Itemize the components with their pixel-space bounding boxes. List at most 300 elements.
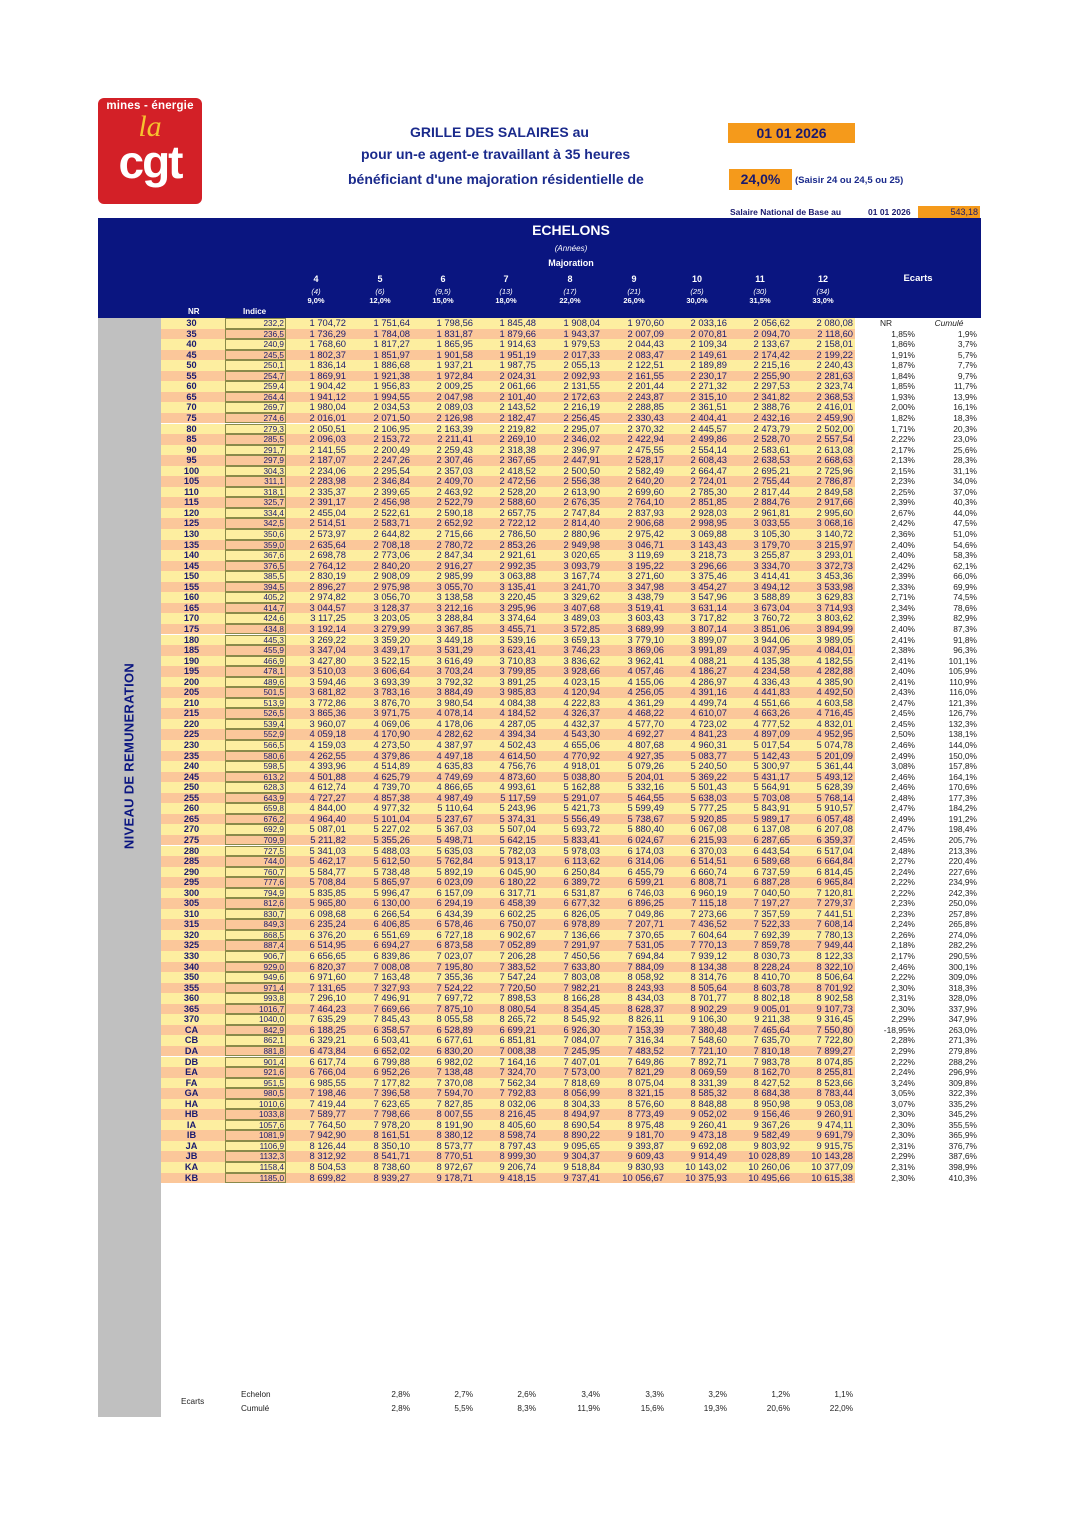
table-row [161,1046,855,1057]
indice-cell[interactable]: 812,6 [225,898,286,909]
salary-cell: 3 519,41 [627,601,664,613]
indice-cell[interactable]: 906,7 [225,951,286,962]
indice-cell[interactable]: 478,1 [225,666,286,677]
salary-cell: 6 617,74 [309,1055,346,1067]
ecarts-heading: Ecarts [903,273,933,284]
salary-cell: 7 875,10 [436,1002,473,1014]
indice-cell[interactable]: 842,9 [225,1025,286,1036]
salary-cell: 8 628,37 [627,1002,664,1014]
salary-cell: 5 493,12 [816,770,853,782]
ecart-nr-cell: 2,48% [891,845,915,856]
ecart-cumule-cell: 66,0% [953,571,977,582]
ecart-cumule-cell: 20,3% [953,423,977,434]
salary-cell: 7 023,07 [436,950,473,961]
ecart-cumule-cell: 257,8% [948,908,977,919]
salary-cell: 4 379,86 [373,749,410,761]
indice-cell[interactable]: 881,8 [225,1046,286,1057]
salary-cell: 3 510,03 [309,665,346,677]
salary-cell: 4 037,95 [753,644,790,656]
echelon-6-years: (9,5) [435,287,451,296]
ecart-nr-cell: 2,40% [891,550,915,561]
salary-cell: 3 717,82 [690,612,727,624]
salary-cell: 2 608,43 [690,454,727,466]
indice-cell[interactable]: 980,5 [225,1088,286,1099]
salary-cell: 4 918,01 [563,760,600,772]
salary-cell: 3 455,71 [499,622,536,634]
salary-cell: 7 562,34 [499,1076,536,1088]
salary-cell: 3 631,14 [690,601,727,613]
salary-cell: 4 603,58 [816,696,853,708]
salary-cell: 8 410,70 [753,971,790,983]
indice-cell[interactable]: 849,3 [225,919,286,930]
indice-cell[interactable]: 279,3 [225,424,286,435]
salary-cell: 1 970,60 [627,317,664,328]
salary-cell: 8 032,06 [499,1097,536,1109]
snb-value[interactable]: 543,18 [918,206,980,218]
salary-cell: 2 106,95 [373,422,410,434]
table-header [98,218,981,318]
ecart-cumule-cell: 37,0% [953,486,977,497]
salary-cell: 8 055,58 [436,1013,473,1025]
indice-cell[interactable]: 566,5 [225,740,286,751]
ecart-cumule-cell: 101,1% [948,655,977,666]
indice-cell[interactable]: 304,3 [225,466,286,477]
salary-cell: 2 475,55 [627,443,664,455]
salary-cell: 3 799,85 [499,665,536,677]
salary-cell: 2 908,09 [373,570,410,582]
salary-cell: 8 826,11 [628,1013,664,1025]
salary-cell: 8 902,29 [690,1002,727,1014]
indice-cell[interactable]: 513,9 [225,698,286,709]
salary-cell: 4 282,62 [436,728,473,740]
salary-cell: 4 256,05 [627,686,664,698]
salary-cell: 1 784,08 [373,327,410,339]
ecart-cumule-cell: 150,0% [948,750,977,761]
salary-cell: 6 045,90 [499,865,536,877]
salary-cell: 7 380,48 [690,1023,727,1035]
salary-cell: 2 830,19 [309,570,346,582]
indice-cell[interactable]: 236,5 [225,329,286,340]
ecart-cumule-cell: 91,8% [953,634,977,645]
nr-cell: 155 [183,581,200,592]
nr-cell: 140 [183,550,200,561]
salary-cell: 8 783,44 [816,1087,853,1099]
salary-cell: 2 715,66 [436,528,473,539]
salary-cell: 8 265,72 [499,1013,536,1025]
ecart-cumule-cell: 5,7% [957,349,977,360]
salary-cell: 6 370,03 [690,844,727,856]
salary-cell: 2 502,00 [816,422,853,434]
indice-cell[interactable]: 949,6 [225,972,286,983]
salary-cell: 7 049,86 [627,907,664,919]
ecart-cumule-cell: 365,9% [948,1130,977,1141]
salary-cell: 5 204,01 [627,770,664,782]
indice-cell[interactable]: 394,5 [225,582,286,593]
ecart-cumule-cell: 376,7% [948,1140,977,1151]
indice-cell[interactable]: 489,6 [225,677,286,688]
ecart-nr-cell: 2,22% [891,877,915,888]
indice-cell[interactable]: 325,7 [225,497,286,508]
nr-cell: 145 [183,560,200,571]
nr-cell: DA [184,1045,199,1056]
indice-cell[interactable]: 445,3 [225,635,286,646]
ecart-nr-cell: 2,71% [891,592,915,603]
indice-cell[interactable]: 628,3 [225,782,286,793]
indice-cell[interactable]: 376,5 [225,561,286,572]
salary-cell: 1 908,04 [563,317,600,328]
salary-cell: 7 115,18 [691,897,727,909]
ecart-nr-cell: 2,42% [891,560,915,571]
indice-cell[interactable]: 744,0 [225,856,286,867]
indice-cell[interactable]: 613,2 [225,772,286,783]
salary-cell: 3 367,85 [436,622,473,634]
salary-cell: 2 083,47 [627,348,664,360]
salary-cell: 8 576,60 [627,1097,664,1109]
salary-cell: 4 497,18 [436,749,473,761]
salary-cell: 3 594,46 [309,675,346,687]
indice-cell[interactable]: 1010,6 [225,1099,286,1110]
salary-cell: 8 080,54 [499,1002,536,1014]
echelon-11-maj: 31,5% [749,296,771,305]
salary-cell: 7 008,38 [499,1044,536,1056]
nr-cell: 95 [186,455,197,466]
indice-cell[interactable]: 1185,0 [225,1173,286,1184]
salary-cell: 4 663,26 [753,707,790,719]
salary-cell: 5 507,04 [499,823,536,835]
indice-cell[interactable]: 709,9 [225,835,286,846]
indice-cell[interactable]: 868,5 [225,930,286,941]
indice-cell[interactable]: 350,6 [225,529,286,540]
salary-cell: 2 367,65 [499,454,536,466]
salary-cell: 3 438,79 [627,591,664,603]
salary-cell: 6 814,45 [816,865,853,877]
salary-cell: 2 271,32 [690,380,727,392]
indice-cell[interactable]: 342,5 [225,518,286,529]
salary-cell: 5 989,17 [753,812,790,824]
salary-cell: 2 122,51 [627,359,664,371]
salary-cell: 6 067,08 [690,823,727,835]
salary-cell: 2 583,61 [753,443,790,455]
indice-cell[interactable]: 466,9 [225,656,286,667]
indice-cell[interactable]: 539,4 [225,719,286,730]
salary-cell: 3 119,69 [628,549,664,561]
indice-cell[interactable]: 862,1 [225,1035,286,1046]
indice-cell[interactable]: 526,5 [225,708,286,719]
indice-cell[interactable]: 269,7 [225,402,286,413]
salary-cell: 3 033,55 [753,517,790,529]
indice-cell[interactable]: 250,1 [225,360,286,371]
indice-cell[interactable]: 659,8 [225,803,286,814]
salary-cell: 2 295,54 [373,464,410,476]
ecart-cumule-cell: 87,3% [953,623,977,634]
salary-cell: 10 260,06 [748,1161,790,1172]
ecart-nr-cell: 2,24% [891,866,915,877]
indice-cell[interactable]: 993,8 [225,993,286,1004]
salary-cell: 3 714,93 [816,601,853,613]
salary-cell: 2 131,55 [563,380,600,392]
salary-cell: 7 608,14 [816,918,853,930]
salary-cell: 7 040,50 [753,886,790,898]
salary-cell: 4 023,15 [563,675,600,687]
salary-cell: 4 170,90 [373,728,410,740]
indice-cell[interactable]: 1081,9 [225,1130,286,1141]
indice-cell[interactable]: 1106,9 [225,1141,286,1152]
salary-cell: 2 975,42 [627,528,664,539]
ecart-cumule-cell: 110,9% [949,676,977,687]
indice-cell[interactable]: 552,9 [225,729,286,740]
salary-cell: 8 773,49 [627,1108,664,1120]
salary-cell: 8 405,60 [499,1118,536,1130]
niveau-remuneration-label: NIVEAU DE REMUNERATION [121,662,137,850]
salary-cell: 4 501,88 [309,770,346,782]
salary-cell: 2 318,38 [499,443,536,455]
salary-cell: 2 215,16 [753,359,790,371]
ecart-nr-cell: 2,41% [891,655,915,666]
salary-cell: 2 055,13 [563,359,600,371]
majoration-input[interactable]: 24,0% [729,169,792,190]
salary-cell: 4 159,03 [309,739,346,750]
indice-cell[interactable]: 887,4 [225,940,286,951]
salary-cell: 7 827,85 [436,1097,473,1109]
ecart-nr-cell: 2,29% [891,1014,915,1025]
indice-cell[interactable]: 794,9 [225,888,286,899]
salary-cell: 3 894,99 [816,622,853,634]
nr-cell: 105 [183,476,200,487]
salary-cell: 7 291,97 [563,939,600,951]
ecart-nr-cell: 1,91% [891,349,915,360]
salary-cell: 7 136,66 [563,928,600,940]
salary-cell: 2 699,60 [627,485,664,497]
salary-cell: 2 916,27 [436,559,473,571]
salary-cell: 5 693,72 [563,823,600,835]
echelon-7-maj: 18,0% [495,296,517,305]
indice-cell[interactable]: 692,9 [225,824,286,835]
salary-cell: 5 835,85 [309,886,346,898]
indice-cell[interactable]: 311,1 [225,476,286,487]
indice-cell[interactable]: 1040,0 [225,1014,286,1025]
indice-cell[interactable]: 274,6 [225,413,286,424]
indice-cell[interactable]: 455,9 [225,645,286,656]
indice-cell[interactable]: 367,6 [225,550,286,561]
salary-cell: 4 749,69 [436,770,473,782]
indice-cell[interactable]: 760,7 [225,867,286,878]
ecart-nr-cell: 2,46% [891,782,915,793]
salary-cell: 6 215,93 [690,833,727,845]
indice-cell[interactable]: 1158,4 [225,1162,286,1173]
salary-cell: 10 495,66 [748,1171,790,1183]
indice-cell[interactable]: 232,2 [225,318,286,329]
ecart-nr-cell: 2,48% [891,792,915,803]
indice-cell[interactable]: 414,7 [225,603,286,614]
salary-cell: 3 991,89 [690,644,727,656]
salary-cell: 7 818,69 [563,1076,600,1088]
indice-cell[interactable]: 951,5 [225,1078,286,1089]
ecart-cumule-cell: 335,2% [948,1098,977,1109]
ecart-nr-cell: 1,93% [891,391,915,402]
echelon-12-ech: 12 [817,274,828,284]
ecart-cumule-cell: 322,3% [948,1088,977,1099]
indice-cell[interactable]: 1016,7 [225,1004,286,1015]
nr-cell: FA [185,1077,198,1088]
ecart-cumule-cell: 34,0% [953,476,977,487]
salary-cell: 1 886,68 [373,359,410,371]
indice-cell[interactable]: 334,4 [225,508,286,519]
salary-cell: 7 649,86 [627,1055,664,1067]
salary-cell: 9 260,91 [816,1108,853,1120]
indice-cell[interactable]: 580,6 [225,751,286,762]
date-field[interactable]: 01 01 2026 [728,123,855,143]
salary-cell: 3 807,14 [690,622,727,634]
indice-cell[interactable]: 643,9 [225,793,286,804]
ecart-cumule-cell: 191,2% [948,813,977,824]
indice-cell[interactable]: 285,5 [225,434,286,445]
salary-cell: 3 603,43 [627,612,664,624]
indice-cell[interactable]: 676,2 [225,814,286,825]
logo-cgt: cgt [118,136,182,188]
salary-cell: 2 126,98 [436,411,473,423]
salary-cell: 3 140,72 [816,528,853,539]
salary-cell: 4 120,94 [563,686,600,698]
salary-cell: 7 810,18 [753,1044,790,1056]
salary-cell: 4 069,06 [373,717,410,729]
salary-cell: 8 541,71 [373,1150,410,1162]
echelon-7-ech: 7 [503,274,509,284]
salary-cell: 6 799,88 [373,1055,410,1067]
indice-cell[interactable]: 245,5 [225,350,286,361]
ecart-cumule-cell: 132,3% [948,718,977,729]
salary-cell: 3 531,29 [436,644,473,656]
ecart-nr-cell: 2,33% [891,581,915,592]
salary-cell: 6 180,22 [499,876,536,888]
salary-cell: 6 317,71 [499,886,536,898]
indice-cell[interactable]: 929,0 [225,962,286,973]
ecart-nr-cell: 2,23% [891,908,915,919]
salary-cell: 5 642,15 [499,833,536,845]
salary-cell: 6 652,02 [373,1044,410,1056]
indice-cell[interactable]: 264,4 [225,392,286,403]
salary-cell: 2 172,63 [563,390,600,402]
indice-cell[interactable]: 1057,6 [225,1120,286,1131]
salary-cell: 6 656,65 [309,950,346,961]
salary-cell: 3 693,39 [373,675,410,687]
salary-cell: 3 063,88 [499,570,536,582]
salary-cell: 4 960,31 [690,739,727,750]
indice-cell[interactable]: 434,8 [225,624,286,635]
salary-cell: 7 939,12 [690,950,727,961]
salary-cell: 2 668,63 [816,454,853,466]
salary-cell: 5 079,26 [627,760,664,772]
table-row [161,740,855,751]
salary-cell: 6 896,25 [627,897,664,909]
salary-cell: 6 960,19 [690,886,727,898]
footer-cumule-value: 8,3% [517,1404,536,1413]
salary-cell: 4 692,27 [627,728,664,740]
salary-cell: 8 890,22 [563,1129,600,1141]
table-row [161,318,855,329]
indice-cell[interactable]: 259,4 [225,381,286,392]
salary-cell: 9 316,45 [816,1013,853,1025]
salary-cell: 2 061,66 [499,380,536,392]
salary-cell: 9 206,74 [499,1161,536,1172]
ecart-cumule-cell: 300,1% [948,961,977,972]
salary-cell: 1 937,21 [436,359,473,371]
ecart-nr-cell: 1,86% [891,339,915,350]
salary-cell: 8 304,33 [563,1097,600,1109]
indice-cell[interactable]: 297,9 [225,455,286,466]
ecart-cumule-cell: 227,6% [948,866,977,877]
salary-cell: 2 335,37 [309,485,346,497]
ecart-nr-cell: 3,05% [891,1088,915,1099]
salary-cell: 2 143,52 [499,401,536,413]
salary-cell: 5 738,48 [373,865,410,877]
indice-cell[interactable]: 921,6 [225,1067,286,1078]
nr-cell: 200 [183,676,200,687]
salary-cell: 2 917,66 [816,496,853,508]
ecart-cumule-cell: 116,0% [949,687,977,698]
salary-cell: 8 504,53 [309,1161,346,1172]
indice-cell[interactable]: 318,1 [225,487,286,498]
indice-cell[interactable]: 424,6 [225,613,286,624]
indice-cell[interactable]: 830,7 [225,909,286,920]
salary-cell: 5 227,02 [373,823,410,835]
salary-cell: 6 376,20 [309,928,346,940]
salary-cell: 8 975,48 [627,1118,664,1130]
ecart-cumule-cell: 213,3% [948,845,977,856]
indice-cell[interactable]: 727,5 [225,846,286,857]
ecart-cumule-cell: 74,5% [953,592,977,603]
ecart-nr-cell: 1,87% [891,360,915,371]
salary-cell: 4 184,52 [499,707,536,719]
indice-cell[interactable]: 777,6 [225,877,286,888]
salary-cell: 2 456,98 [373,496,410,508]
indice-cell[interactable]: 385,5 [225,571,286,582]
indice-cell[interactable]: 501,5 [225,687,286,698]
nr-cell: HA [184,1098,199,1109]
indice-cell[interactable]: 240,9 [225,339,286,350]
salary-cell: 8 999,30 [499,1150,536,1162]
salary-cell: 7 496,91 [373,992,410,1004]
salary-cell: 5 913,17 [499,855,536,867]
salary-cell: 5 201,09 [816,749,853,761]
indice-cell[interactable]: 291,7 [225,445,286,456]
nr-cell: 175 [183,623,200,634]
salary-cell: 7 370,65 [627,928,664,940]
salary-cell: 3 044,57 [309,601,346,613]
indice-cell[interactable]: 971,4 [225,983,286,994]
nr-cell: 205 [183,687,200,698]
indice-cell[interactable]: 598,5 [225,761,286,772]
salary-cell: 5 584,77 [309,865,346,877]
indice-cell[interactable]: 1033,8 [225,1109,286,1120]
salary-cell: 3 375,46 [690,570,727,582]
salary-cell: 3 167,74 [563,570,600,582]
salary-cell: 2 399,65 [373,485,410,497]
salary-cell: 8 701,77 [690,992,727,1004]
indice-cell[interactable]: 405,2 [225,592,286,603]
salary-cell: 2 921,61 [499,549,536,561]
ecart-cumule-cell: 23,0% [953,434,977,445]
indice-cell[interactable]: 1132,3 [225,1151,286,1162]
indice-cell[interactable]: 901,4 [225,1057,286,1068]
salary-cell: 4 987,49 [436,791,473,803]
salary-cell: 3 215,97 [816,538,853,550]
salary-cell: 3 836,62 [563,654,600,666]
indice-cell[interactable]: 359,0 [225,540,286,551]
salary-cell: 3 218,73 [690,549,727,561]
indice-cell[interactable]: 254,7 [225,371,286,382]
indice-heading: Indice [243,307,267,316]
salary-cell: 6 455,79 [627,865,664,877]
